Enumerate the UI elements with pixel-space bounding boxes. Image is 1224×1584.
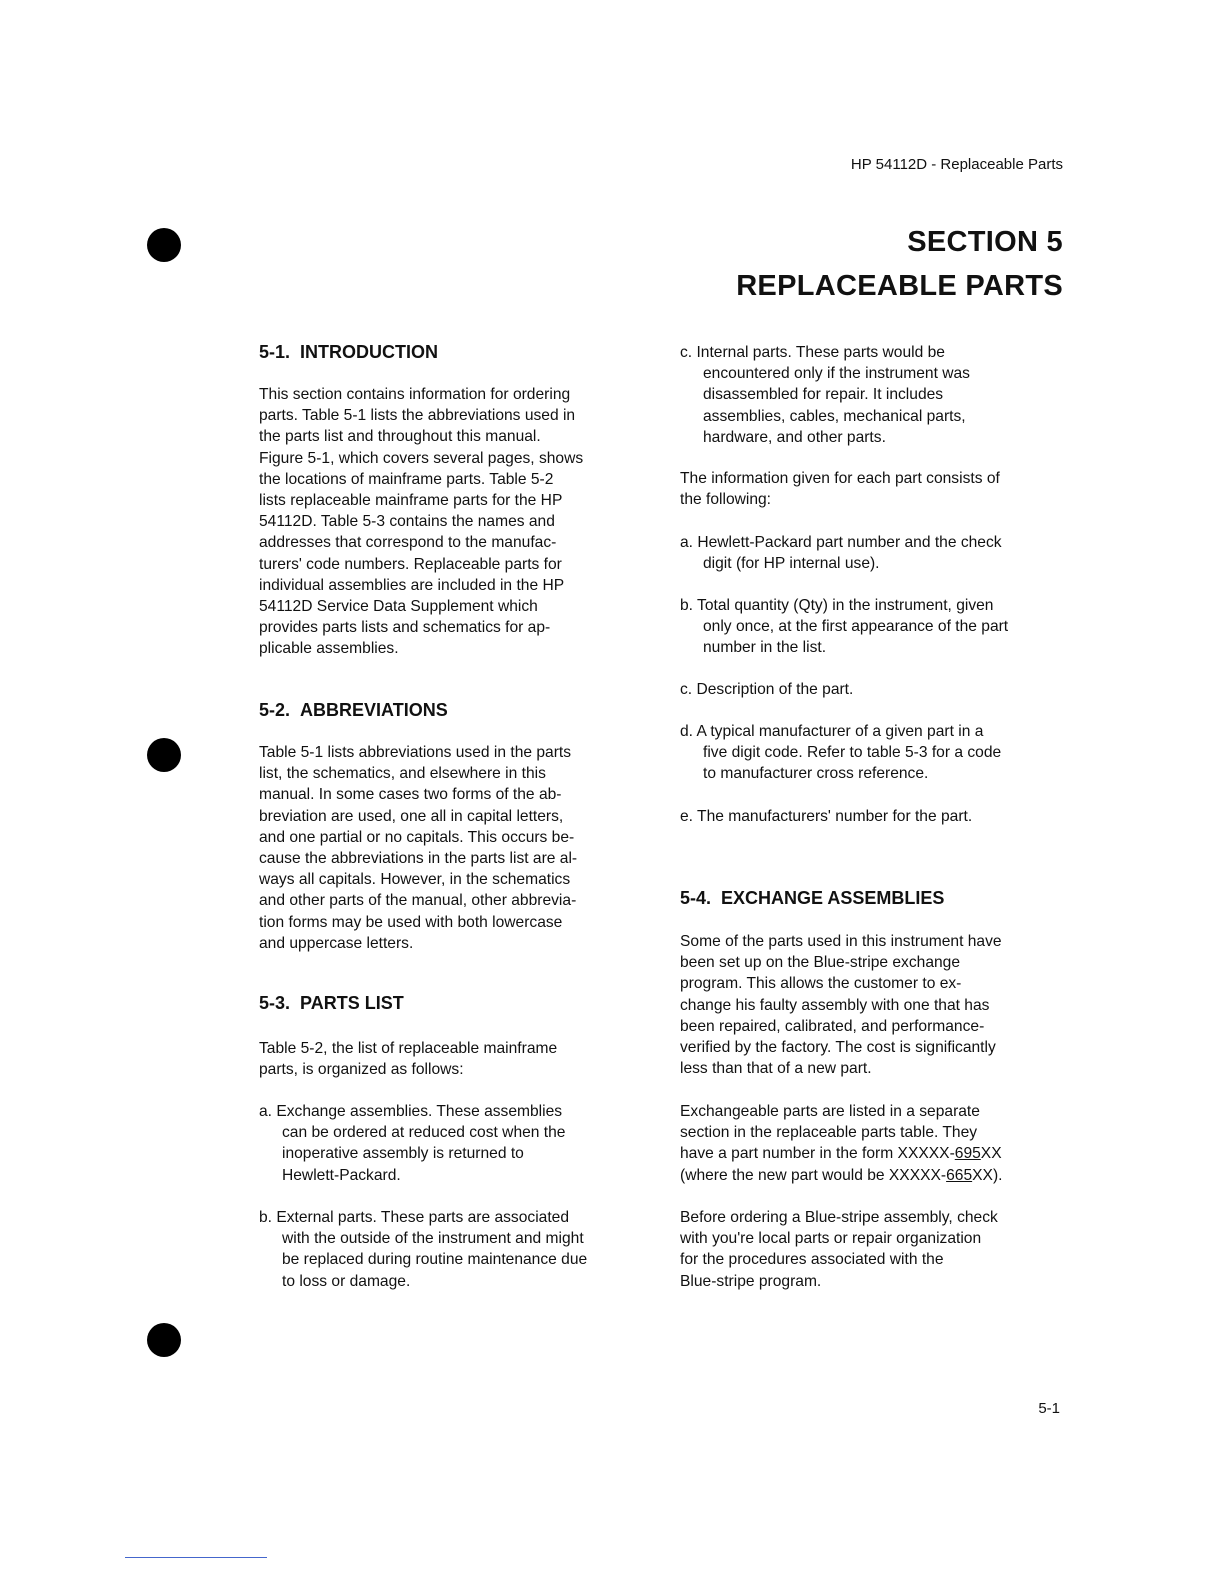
text-line: with the outside of the instrument and might (282, 1230, 584, 1248)
text-line: c. Description of the part. (680, 681, 854, 698)
paragraph-lines (680, 1101, 1002, 1143)
text-line: been repaired, calibrated, and performance- (680, 1017, 985, 1035)
text: (where the new part would be XXXXX- (680, 1166, 947, 1184)
text-line: hardware, and other parts. (703, 428, 886, 446)
page-number: 5-1 (1038, 1400, 1060, 1417)
heading-text: INTRODUCTION (300, 342, 439, 362)
text-line: 54112D Service Data Supplement which (259, 598, 538, 616)
heading-abbreviations (259, 700, 448, 721)
text-line: The information given for each part consists of (680, 470, 1000, 487)
text-line: This section contains information for ordering (259, 386, 571, 403)
list-item-part-number (680, 532, 1002, 574)
text-line: for the procedures associated with the (680, 1251, 944, 1269)
text-line: Exchangeable parts are listed in a separate (680, 1103, 980, 1120)
text-line: c. Internal parts. These parts would be (680, 344, 945, 361)
text-line: lists replaceable mainframe parts for the HP (259, 492, 563, 510)
exchangeable-parts-paragraph (680, 1101, 1002, 1186)
text-line: Some of the parts used in this instrument have (680, 933, 1002, 950)
text-line: digit (for HP internal use). (703, 555, 880, 573)
text-line: been set up on the Blue-stripe exchange (680, 954, 961, 972)
text-line: the parts list and throughout this manual. (259, 428, 541, 446)
text-line: less than that of a new part. (680, 1060, 872, 1078)
text-line: individual assemblies are included in the HP (259, 576, 565, 594)
text-line: provides parts lists and schematics for ap- (259, 619, 551, 637)
text-line: plicable assemblies. (259, 640, 399, 658)
underlined-code: 695 (954, 1145, 981, 1163)
list-item-manufacturer-number (680, 806, 972, 827)
text-line: parts, is organized as follows: (259, 1061, 464, 1079)
text-line: tion forms may be used with both lowercase (259, 913, 563, 931)
text-line: cause the abbreviations in the parts list are al- (259, 850, 578, 868)
text-line: to manufacturer cross reference. (703, 765, 929, 783)
heading-text: EXCHANGE ASSEMBLIES (721, 888, 945, 908)
text-line: number in the list. (703, 639, 827, 657)
text-line: a. Exchange assemblies. These assemblies (259, 1103, 563, 1120)
footer-rule (125, 1557, 267, 1558)
text: have a part number in the form XXXXX- (680, 1145, 955, 1163)
text-line: inoperative assembly is returned to (282, 1145, 524, 1163)
text-line: five digit code. Refer to table 5-3 for a code (703, 744, 1002, 762)
heading-number: 5-4. (680, 888, 712, 908)
text-line: b. External parts. These parts are associated (259, 1209, 570, 1226)
text-line: the following: (680, 491, 772, 509)
list-item-manufacturer (680, 721, 1001, 785)
blue-stripe-paragraph (680, 1207, 998, 1292)
text-line: and one partial or no capitals. This occurs be- (259, 828, 575, 846)
list-item-exchange-assemblies (259, 1101, 565, 1186)
text-line: Table 5-2, the list of replaceable mainframe (259, 1040, 558, 1057)
abbreviations-paragraph (259, 742, 577, 954)
text-line: e. The manufacturers' number for the part. (680, 808, 973, 825)
text-line: Figure 5-1, which covers several pages, shows (259, 449, 584, 467)
section-number: SECTION 5 (907, 226, 1063, 258)
heading-introduction (259, 342, 438, 363)
underlined-code: 665 (946, 1166, 973, 1184)
text-line: manual. In some cases two forms of the ab- (259, 786, 562, 804)
text-line: be replaced during routine maintenance due (282, 1251, 588, 1269)
text-line: change his faulty assembly with one that has (680, 996, 990, 1014)
text-line (680, 1165, 1002, 1186)
exchange-paragraph (680, 931, 1002, 1079)
heading-number: 5-2. (259, 700, 291, 720)
info-paragraph (680, 468, 1000, 510)
text-line: list, the schematics, and elsewhere in this (259, 765, 546, 783)
text-line: to loss or damage. (282, 1272, 411, 1290)
text-line: Hewlett-Packard. (282, 1166, 401, 1184)
text-line: Blue-stripe program. (680, 1272, 822, 1290)
text-line: only once, at the first appearance of the part (703, 618, 1009, 636)
binder-hole-icon (147, 228, 181, 262)
text-line: b. Total quantity (Qty) in the instrument, given (680, 597, 994, 614)
text-line: program. This allows the customer to ex- (680, 975, 962, 993)
text-line: the locations of mainframe parts. Table 5-2 (259, 470, 554, 488)
text-line: 54112D. Table 5-3 contains the names and (259, 513, 555, 531)
running-header: HP 54112D - Replaceable Parts (850, 156, 1063, 173)
heading-exchange-assemblies (680, 888, 944, 909)
text-line: can be ordered at reduced cost when the (282, 1124, 566, 1142)
text-line: Table 5-1 lists abbreviations used in the parts (259, 744, 572, 761)
text-line: section in the replaceable parts table. They (680, 1124, 978, 1142)
binder-hole-icon (147, 738, 181, 772)
list-item-quantity (680, 595, 1008, 659)
text-line: parts. Table 5-1 lists the abbreviations used in (259, 407, 576, 425)
heading-text: PARTS LIST (300, 993, 404, 1013)
binder-hole-icon (147, 1323, 181, 1357)
text-line: disassembled for repair. It includes (703, 386, 944, 404)
text-line: Before ordering a Blue-stripe assembly, check (680, 1209, 998, 1226)
list-item-external-parts (259, 1207, 587, 1292)
text-line: with you're local parts or repair organization (680, 1230, 982, 1248)
text-line: ways all capitals. However, in the schematics (259, 871, 571, 889)
text-line: and other parts of the manual, other abbrevia- (259, 892, 577, 910)
text-line: d. A typical manufacturer of a given part in a (680, 723, 984, 740)
text: XX). (972, 1166, 1003, 1184)
heading-number: 5-3. (259, 993, 291, 1013)
text-line: and uppercase letters. (259, 934, 414, 952)
text-line: turers' code numbers. Replaceable parts for (259, 555, 562, 573)
heading-parts-list (259, 993, 404, 1014)
text-line: addresses that correspond to the manufac- (259, 534, 557, 552)
text-line: encountered only if the instrument was (703, 365, 970, 383)
text: XX (980, 1145, 1002, 1163)
intro-paragraph (259, 384, 583, 660)
list-item-description (680, 679, 853, 700)
text-line (680, 1143, 1002, 1164)
text-line: a. Hewlett-Packard part number and the check (680, 534, 1002, 551)
heading-number: 5-1. (259, 342, 291, 362)
heading-text: ABBREVIATIONS (300, 700, 448, 720)
text-line: breviation are used, one all in capital letters, (259, 807, 564, 825)
list-item-internal-parts (680, 342, 970, 448)
text-line: verified by the factory. The cost is significantly (680, 1039, 996, 1057)
text-line: assemblies, cables, mechanical parts, (703, 407, 966, 425)
section-title: REPLACEABLE PARTS (736, 270, 1063, 302)
parts-list-paragraph (259, 1038, 557, 1080)
